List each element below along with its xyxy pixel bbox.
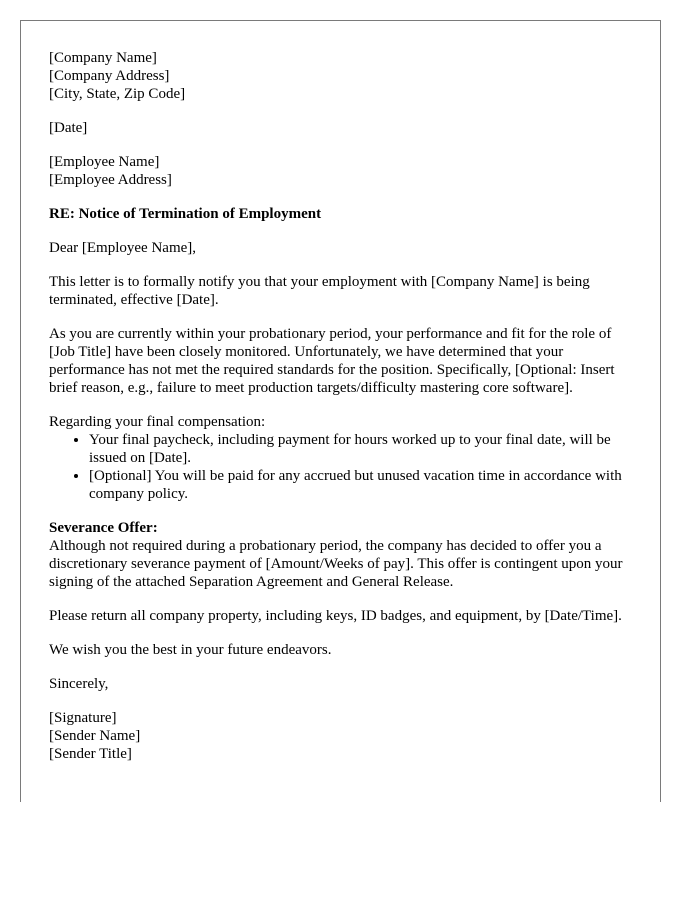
signature: [Signature] [49, 710, 117, 726]
termination-notice-paragraph: This letter is to formally notify you that your employment with [Company Name] is being terminated, effective [Date]. [49, 274, 590, 308]
company-address: [Company Address] [49, 68, 170, 84]
subject-line: RE: Notice of Termination of Employment [49, 206, 322, 222]
employee-name: [Employee Name] [49, 154, 160, 170]
compensation-list [49, 431, 635, 503]
letter-page [20, 20, 661, 802]
compensation-intro: Regarding your final compensation: [49, 414, 266, 430]
probation-performance-paragraph: As you are currently within your probationary period, your performance and fit for the role of [Job Title] have been closely monitored. Unfortunately, we have determined that your performance has not met the required standards for the position. Specifically, [Optional: Insert brief reason, e.g., failure to meet production targets/difficulty mastering core software]. [49, 326, 615, 396]
severance-section [49, 519, 635, 591]
company-name: [Company Name] [49, 50, 157, 66]
closing: Sincerely, [49, 676, 109, 692]
property-return-paragraph: Please return all company property, including keys, ID badges, and equipment, by [Date/Time]. [49, 608, 622, 624]
best-wishes-paragraph: We wish you the best in your future endeavors. [49, 642, 332, 658]
employee-address-block [49, 153, 635, 189]
severance-heading: Severance Offer: [49, 520, 158, 536]
employee-address: [Employee Address] [49, 172, 172, 188]
list-item: • [Optional] You will be paid for any accrued but unused vacation time in accordance with company policy. [89, 467, 635, 503]
company-city-state-zip: [City, State, Zip Code] [49, 86, 186, 102]
signature-block [49, 709, 635, 763]
sender-name: [Sender Name] [49, 728, 141, 744]
company-address-block [49, 49, 635, 103]
salutation: Dear [Employee Name], [49, 240, 197, 256]
sender-title: [Sender Title] [49, 746, 132, 762]
list-item: • Your final paycheck, including payment for hours worked up to your final date, will be issued on [Date]. [89, 431, 635, 467]
letter-date: [Date] [49, 120, 88, 136]
letter-content [49, 49, 635, 779]
severance-text: Although not required during a probationary period, the company has decided to offer you a discretionary severance payment of [Amount/Weeks of pay]. This offer is contingent upon your signing of the attached Separation Agreement and General Release. [49, 538, 623, 590]
